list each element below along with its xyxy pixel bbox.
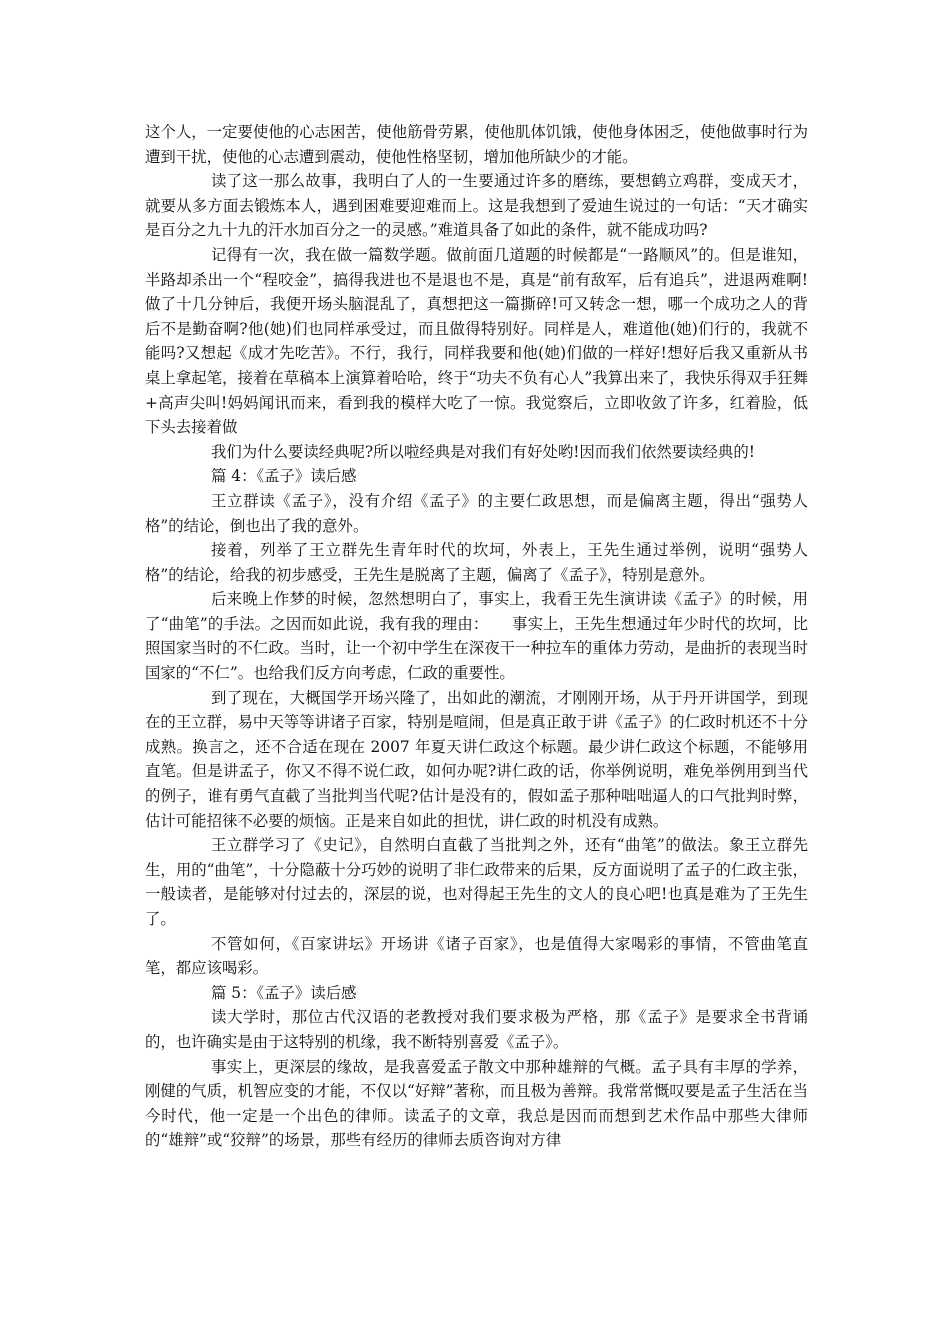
paragraph: 不管如何，《百家讲坛》开场讲《诸子百家》，也是值得大家喝彩的事情，不管曲笔直笔，都应该喝彩。 (145, 934, 808, 978)
paragraph: 读大学时，那位古代汉语的老教授对我们要求极为严格，那《孟子》是要求全书背诵的，也许确实是由于这特别的机缘，我不断特别喜爱《孟子》。 (145, 1008, 808, 1051)
section-heading: 篇 5：《孟子》读后感 (211, 983, 357, 1002)
paragraph: 事实上，更深层的缘故，是我喜爱孟子散文中那种雄辩的气概。孟子具有丰厚的学养，刚健的气质，机智应变的才能，不仅以“好辩”著称，而且极为善辩。我常常慨叹要是孟子生活在当今时代，他一定是一个出色的律师。读孟子的文章，我总是因而而想到艺术作品中那些大律师的“雄辩”或“狡辩”的场景，那些有经历的律师去质咨询对方律 (145, 1057, 808, 1150)
paragraph: 我们为什么要读经典呢?所以啦经典是对我们有好处哟!因而我们依然要读经典的! (211, 442, 755, 461)
section-heading: 篇 4：《孟子》读后感 (211, 467, 357, 486)
paragraph: 这个人，一定要使他的心志困苦，使他筋骨劳累，使他肌体饥饿，使他身体困乏，使他做事时行为遭到干扰，使他的心志遭到震动，使他性格坚韧，增加他所缺少的才能。 (145, 123, 808, 166)
paragraph: 读了这一那么故事，我明白了人的一生要通过许多的磨练，要想鹤立鸡群，变成天才，就要从多方面去锻炼本人，遇到困难要迎难而上。这是我想到了爱迪生说过的一句话：“天才确实是百分之九十九的汗水加百分之一的灵感。”难道具备了如此的条件，就不能成功吗? (145, 172, 808, 240)
paragraph: 到了现在，大概国学开场兴隆了，出如此的潮流，才刚刚开场，从于丹开讲国学，到现在的王立群，易中天等等讲诸子百家，特别是喧闹，但是真正敢于讲《孟子》的仁政时机还不十分成熟。换言之，还不合适在现在 2007 年夏天讲仁政这个标题。最少讲仁政这个标题，不能够用直笔。但是讲孟子，你又不得不说仁政，如何办呢?讲仁政的话，你举例说明，难免举例用到当代的例子，谁有勇气直截了当批判当代呢?估计是没有的，假如孟子那种咄咄逼人的口气批判时弊，估计可能招徕不必要的烦恼。正是来自如此的担忧，讲仁政的时机没有成熟。 (145, 688, 808, 830)
document-body (145, 120, 808, 1153)
paragraph: 记得有一次，我在做一篇数学题。做前面几道题的时候都是“一路顺风”的。但是谁知，半路却杀出一个“程咬金”，搞得我进也不是退也不是，真是“前有敌军，后有追兵”，进退两难啊!做了十几分钟后，我便开场头脑混乱了，真想把这一篇撕碎!可又转念一想，哪一个成功之人的背后不是勤奋啊?他(她)们也同样承受过，而且做得特别好。同样是人，难道他(她)们行的，我就不能吗?又想起《成才先吃苦》。不行，我行，同样我要和他(她)们做的一样好!想好后我又重新从书桌上拿起笔，接着在草稿本上演算着哈哈，终于“功夫不负有心人”我算出来了，我快乐得双手狂舞+高声尖叫!妈妈闻讯而来，看到我的模样大吃了一惊。我觉察后，立即收敛了许多，红着脸，低下头去接着做 (145, 245, 808, 437)
paragraph: 接着，列举了王立群先生青年时代的坎坷，外表上，王先生通过举例，说明“强势人格”的结论，给我的初步感受，王先生是脱离了主题，偏离了《孟子》，特别是意外。 (145, 541, 808, 584)
paragraph: 王立群读《孟子》，没有介绍《孟子》的主要仁政思想，而是偏离主题，得出“强势人格”的结论，倒也出了我的意外。 (145, 491, 808, 535)
paragraph: 后来晚上作梦的时候，忽然想明白了，事实上，我看王先生演讲读《孟子》的时候，用了“曲笔”的手法。之因而如此说，我有我的理由： 事实上，王先生想通过年少时代的坎坷，比照国家当时的不仁政。当时，让一个初中学生在深夜干一种拉车的重体力劳动，是曲折的表现当时国家的“不仁”。也给我们反方向考虑，仁政的重要性。 (145, 590, 808, 683)
paragraph: 王立群学习了《史记》，自然明白直截了当批判之外，还有“曲笔”的做法。象王立群先生，用的“曲笔”，十分隐蔽十分巧妙的说明了非仁政带来的后果，反方面说明了孟子的仁政主张，一般读者，是能够对付过去的，深层的说，也对得起王先生的文人的良心吧!也真是难为了王先生了。 (145, 836, 808, 928)
